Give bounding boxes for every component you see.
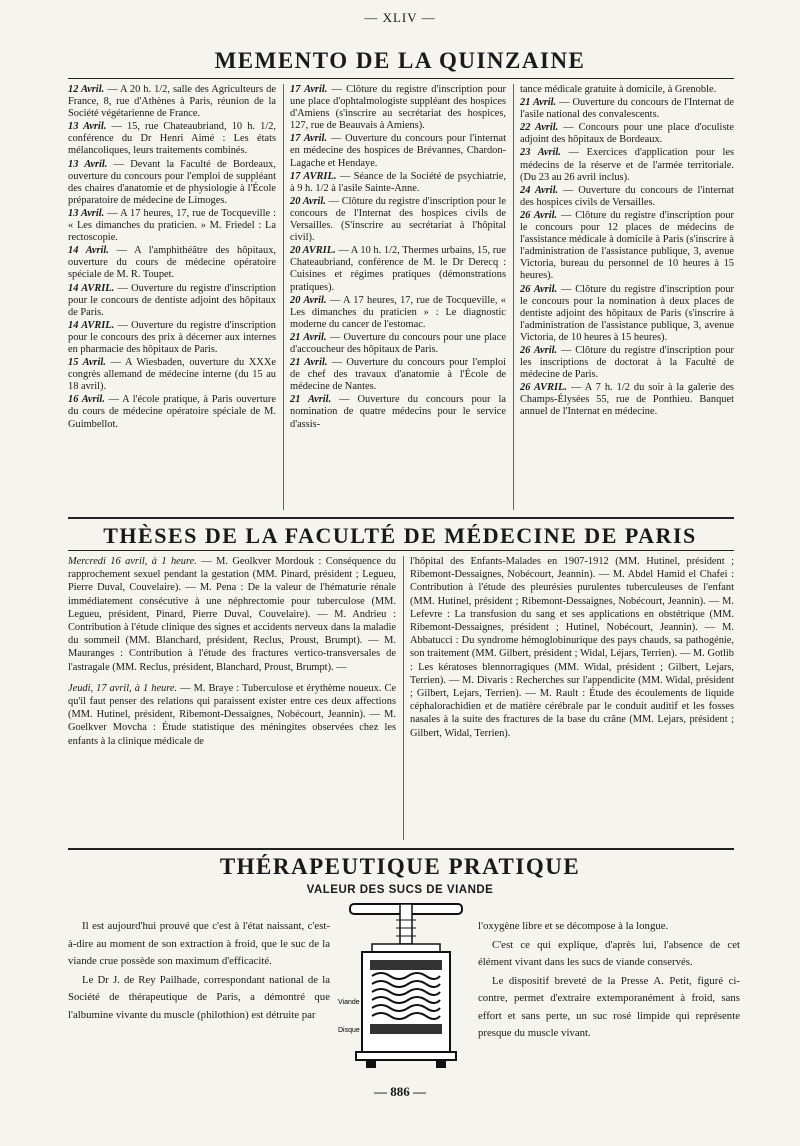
memento-entry [290,332,506,356]
entry-date: 14 AVRIL. [68,282,115,294]
these-text: — M. Geolkver Mordouk : Conséquence du rapprochement sexuel pendant la gestation (MM. Pinard, président ; Legueu, Pierre Duval, Couvelaire). — M. Pena : De la valeur de l'hématurie rénale immédiatement consécutive à une néphrectomie pour tuberculose (MM. Legueu, président, Pinard, Pierre Duval, Couvelaire). — M. Andrieu : Contribution à l'étude clinique des signes et accidents nerveux dans la maladie du sommeil (MM. Blanchard, président, Reclus, Proust, Brumpt). — M. Mauranges : Contribution à l'étude des fractures vertico-transversales de l'astragale (MM. Reclus, président, Blanchard, Proust, Brumpt). — [68,556,396,673]
memento-entry [290,245,506,293]
memento-entry [290,171,506,195]
column-divider [513,84,514,510]
memento-entry [68,84,276,120]
memento-entry [290,357,506,393]
memento-entry [68,121,276,157]
entry-text: — A l'école pratique, à Paris ouverture du cours de médecine opératoire spéciale de M. Guimbellot. [68,394,276,430]
therapeutique-subtitle: VALEUR DES SUCS DE VIANDE [306,884,494,896]
entry-text: — Clôture du registre d'inscription pour le concours pour 12 places de médecins de l'assistance médicale à domicile à Paris (s'inscrire à l'administration de l'assistance publique, 3, avenue Victoria, bureau du personnel de 10 heures à 15 heures). [520,209,734,282]
section-rule [68,517,734,519]
memento-column-3 [520,84,734,512]
entry-text: — Concours pour une place d'oculiste adjoint des hôpitaux de Bordeaux. [520,122,734,146]
memento-entry [68,208,276,244]
meat-press-illustration [336,900,476,1070]
entry-date: 23 Avril. [520,147,561,159]
entry-date: 14 AVRIL. [68,319,115,331]
memento-entry [520,84,734,96]
memento-entry [520,147,734,183]
entry-text: — Ouverture du concours de l'Internat de l'asile national des convalescents. [520,97,734,121]
entry-date: 15 Avril. [68,357,106,369]
entry-text: — A 10 h. 1/2, Thermes urbains, 15, rue Chateaubriand, conférence de M. le Dr Derecq : Cuisines et régimes pratiques (démonstrations pratiques). [290,245,506,293]
memento-entry [68,245,276,281]
memento-entry [68,159,276,207]
theses-column-1 [68,555,396,845]
page-header: — XLIV — [364,10,436,25]
entry-text: — Ouverture du concours pour la nomination de quatre médecins pour le service d'assis- [290,394,506,430]
entry-text: — Ouverture du registre d'inscription pour le concours de dentiste adjoint des hôpitaux de Paris. [68,282,276,318]
memento-entry [520,122,734,146]
entry-date: 26 Avril. [520,283,558,295]
therapeutique-paragraph: C'est ce qui explique, d'après lui, l'absence de cet élément vivant dans les sucs de viande conservés. [478,938,740,968]
entry-text: — A 17 heures, 17, rue de Tocqueville : « Les dimanches du praticien. » M. Friedel : La rectoscopie. [68,207,276,244]
therapeutique-paragraph: Le Dr J. de Rey Pailhade, correspondant national de la Société de thérapeutique de Paris, a démontré que l'albumine vivante du muscle (philothion) est détruite par [68,973,330,1021]
memento-entry [520,185,734,209]
entry-text: — Ouverture du concours pour l'internat en médecine des hospices de Brévannes, Chardon-Lagache et Hendaye. [290,133,506,169]
memento-entry [68,357,276,393]
memento-entry [520,382,734,418]
memento-entry [520,210,734,283]
entry-date: 26 Avril. [520,344,558,356]
memento-title: MEMENTO DE LA QUINZAINE [214,48,586,73]
entry-text: — 15, rue Chateaubriand, 10 h. 1/2, conférence du Dr Henri Aimé : Les états mélancoliques, leurs traitements combinés. [68,121,276,157]
entry-text: — Clôture du registre d'inscription pour les inscriptions de doctorat à la Faculté de médecine de Paris. [520,344,734,381]
entry-date: 24 Avril. [520,184,559,196]
entry-date: 17 Avril. [290,84,328,95]
column-divider [403,556,404,840]
figure-label-disque: Disque [338,1027,360,1034]
memento-column-2 [290,84,506,512]
page-number: — 886 — [374,1084,426,1099]
entry-text: — Ouverture du concours pour une place d'accoucheur des hôpitaux de Paris. [290,331,506,355]
memento-entry [290,196,506,244]
entry-text: tance médicale gratuite à domicile, à Grenoble. [520,84,717,95]
entry-text: — Ouverture du registre d'inscription pour le concours des prix à décerner aux internes en pharmacie des hôpitaux de Paris. [68,319,276,355]
memento-rule [68,78,734,79]
therapeutique-title: THÉRAPEUTIQUE PRATIQUE [219,854,581,879]
entry-text: — Clôture du registre d'inscription pour le concours pour la nomination à deux places de dentiste adjoint des hôpitaux de Paris (s'inscrire à l'administration de l'assistance publique, 3, avenue Victoria, de 10 heures à 15 heures). [520,283,734,343]
entry-date: 21 Avril. [520,97,557,109]
memento-entry [290,295,506,331]
these-paragraph [68,682,396,748]
column-divider [283,84,284,510]
theses-rule [68,550,734,551]
memento-entry [68,283,276,319]
entry-date: 13 Avril. [68,158,108,170]
section-rule [68,848,734,850]
entry-text: — Ouverture du concours de l'internat des hospices civils de Versailles. [520,184,734,208]
these-text: — M. Braye : Tuberculose et érythème noueux. Ce qu'il faut penser des relations qui paraissent exister entre ces deux affections (MM. Hutinel, président, Ribemont-Dessaignes, Nobécourt, Jeannin). — M. Goelkver Movcha : Étude statistique des méningites observées chez les enfants à la clinique médicale de [68,682,396,747]
entry-date: 12 Avril. [68,84,105,95]
therapeutique-column-1 [68,918,330,1068]
memento-column-1 [68,84,276,512]
entry-date: 20 AVRIL. [290,245,336,257]
memento-entry [290,133,506,169]
entry-date: 20 Avril. [290,294,327,306]
therapeutique-paragraph: l'oxygène libre et se décompose à la longue. [478,920,669,932]
entry-date: 20 Avril. [290,195,326,207]
entry-text: — A 7 h. 1/2 du soir à la galerie des Champs-Élysées 55, rue de Ponthieu. Banquet annuel de l'Internat en médecine. [520,382,734,418]
entry-text: — Clôture du registre d'inscription pour une place d'ophtalmologiste suppléant des hospices d'Amiens (s'inscrire au secrétariat des hospices, 127, rue de Beauvais à Amiens). [290,84,506,132]
entry-text: — A Wiesbaden, ouverture du XXXe congrès allemand de médecine interne (du 15 au 18 avril). [68,357,276,393]
entry-date: 22 Avril. [520,122,559,134]
entry-date: 16 Avril. [68,394,105,406]
memento-entry [290,394,506,430]
theses-title: THÈSES DE LA FACULTÉ DE MÉDECINE DE PARIS [103,523,697,548]
entry-text: — Devant la Faculté de Bordeaux, ouverture du concours pour l'emploi de suppléant des chaires d'anatomie et de physiologie à l'École préparatoire de médecine de Limoges. [68,158,276,206]
entry-date: 14 Avril. [68,245,109,257]
these-paragraph [410,555,734,740]
entry-date: 21 Avril. [290,331,327,343]
entry-date: 13 Avril. [68,207,105,219]
entry-date: 17 Avril. [290,133,328,145]
these-date: Mercredi 16 avril, à 1 heure. [68,556,197,567]
entry-text: — A l'amphithéâtre des hôpitaux, ouverture du cours de médecine opératoire spéciale de M. R. Toupet. [68,245,276,281]
memento-entry [68,320,276,356]
entry-text: — A 20 h. 1/2, salle des Agriculteurs de France, 8, rue d'Athènes à Paris, réunion de la Société végétarienne de France. [68,84,276,120]
entry-date: 26 AVRIL. [520,382,567,394]
entry-text: — A 17 heures, 17, rue de Tocqueville, « Les dimanches du praticien » : Le diagnostic moderne du cancer de l'estomac. [290,294,506,330]
entry-text: — Séance de la Société de psychiatrie, à 9 h. 1/2 à l'asile Sainte-Anne. [290,170,506,194]
entry-text: — Clôture du registre d'inscription pour le concours de l'Internat des hospices civils de Versailles. (S'inscrire au secrétariat à l'hôpital civil). [290,195,506,244]
memento-entry [520,284,734,344]
therapeutique-paragraph: Le dispositif breveté de la Presse A. Petit, figuré ci-contre, permet d'extraire extemporanément à froid, sans effort et sans perte, un suc rosé limpide qui représente presque du muscle vivant. [478,974,740,1039]
therapeutique-paragraph: Il est aujourd'hui prouvé que c'est à l'état naissant, c'est-à-dire au moment de son extraction à froid, que le suc de la viande crue possède son maximum d'efficacité. [68,920,330,967]
memento-entry [68,394,276,430]
these-paragraph [68,555,396,674]
entry-date: 21 Avril. [290,394,332,406]
figure-label-viande: Viande [338,999,360,1006]
entry-text: — Ouverture du concours pour l'emploi de chef des travaux d'anatomie à l'École de médecine de Nantes. [290,357,506,393]
these-date: Jeudi, 17 avril, à 1 heure. [68,682,178,694]
entry-date: 21 Avril. [290,357,328,369]
memento-entry [520,345,734,381]
these-text: l'hôpital des Enfants-Malades en 1907-1912 (MM. Hutinel, président ; Ribemont-Dessaignes, Nobécourt, Jeannin). — M. Abdel Hamid el Chafei : Contribution à l'étude des pleurésies purulentes tuberculeuses de l'enfant (MM. Hutinel, président ; Ribemont-Dessaignes, Nobécourt, Jeannin). — M. Lefevre : La transfusion du sang et ses applications en obstétrique (MM. Ribemont-Dessaignes, président ; Hutinel, Nobécourt, Jeannin). — M. Abbatucci : Du syndrome hémoglobinurique des pays chauds, sa pathogénie, son traitement (MM. Gilbert, président ; Widal, Léjars, Terrien). — M. Gotlib : Les kératoses blennorragiques (MM. Widal, président ; Gilbert, Lejars, Terrien). — M. Divaris : Recherches sur l'appendicite (MM. Widal, président ; Gilbert, Lejars, Terrien). — M. Rault : Étude des écoulements de liquide céphalorachidien et de matière cérébrale par le conduit auditif et les fosses nasales à la suite des fractures de la base du crâne (MM. Lejars, président ; Gilbert, Widal, Terrien). [410,556,734,739]
memento-entry [290,84,506,132]
entry-text: — Exercices d'application pour les médecins de la réserve et de l'armée territoriale. (Du 23 au 26 avril inclus). [520,147,734,183]
entry-date: 17 AVRIL. [290,170,337,182]
theses-column-2 [410,555,734,845]
memento-entry [520,97,734,121]
entry-date: 26 Avril. [520,209,558,221]
entry-date: 13 Avril. [68,121,107,133]
therapeutique-column-2 [478,918,740,1068]
